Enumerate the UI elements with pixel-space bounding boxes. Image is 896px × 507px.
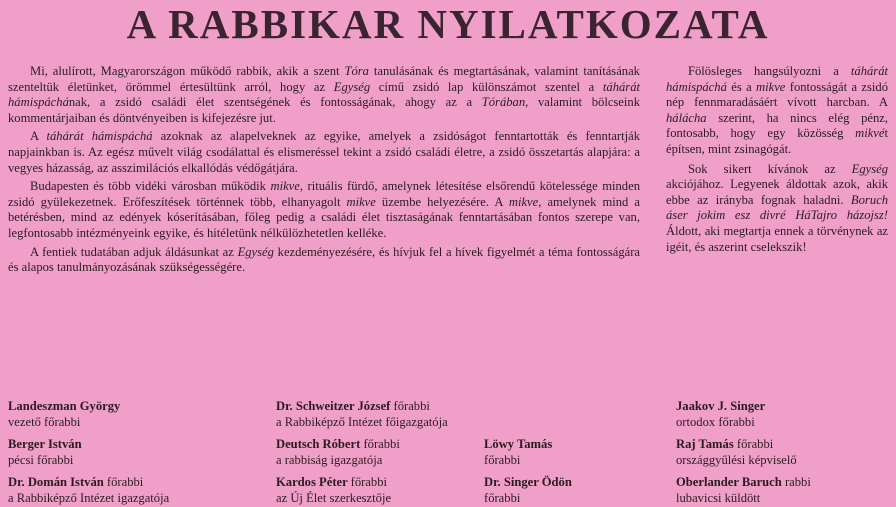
signer-name: Dr. Schweitzer József [276,399,391,413]
italic-term: mikvé [855,126,885,141]
italic-term: táhárát hámispáchá [8,79,640,110]
signature-singer-odon [484,474,572,506]
text: A fentiek tudatában adjuk áldásunkat az [30,244,238,259]
signer-name: Deutsch Róbert [276,437,361,451]
italic-term: Egység [237,244,274,259]
signer-role: pécsi főrabbi [8,453,74,467]
signer-title: főrabbi [106,475,144,489]
italic-term: táhárát hámispáchá [666,64,888,94]
signer-name: Landeszman György [8,399,121,413]
text: című zsidó lap különszámot szentel a [370,79,603,94]
signer-role: a Rabbiképző Intézet főigazgatója [276,415,448,429]
signer-role: ortodox főrabbi [676,415,755,429]
text: tanulásának és megtartásának, valamint tanításának szenteltük életünket, örömmel értesültünk arról, hogy az [8,64,640,94]
signer-role: főrabbi [484,491,521,505]
signature-singer-jaakov [676,398,765,430]
main-column [8,64,640,279]
text: szerint, ha nincs elég pénz, fontosabb, hogy egy közösség [666,110,888,141]
italic-term: Egység [851,161,888,176]
signer-role: vezető főrabbi [8,415,81,429]
paragraph-2 [8,129,640,176]
page-title: A RABBIKAR NYILATKOZATA [126,1,770,47]
signature-raj [676,436,797,468]
italic-term: mikve [508,194,539,209]
signature-deutsch [276,436,400,468]
italic-term: mikve [270,179,300,194]
signature-oberlander [676,474,811,506]
italic-term: Tórában [481,95,526,110]
text: , rituális fürdő, amelynek létesítése elsőrendű kötelessége minden zsidó gyülekezetnek. Erőfeszítések történnek több, elhanyagolt [8,179,640,209]
signature-berger [8,436,82,468]
signer-name: Kardos Péter [276,475,348,489]
italic-phrase: Boruch áser jokim esz divré HáTajro házojsz! [666,192,888,223]
signer-role: a Rabbiképző Intézet igazgatója [8,491,170,505]
signer-role: az Új Élet szerkesztője [276,491,392,505]
signer-title: főrabbi [363,437,400,451]
italic-term: táhárát hámispáchá [46,129,153,144]
text: akciójához. Legyenek áldottak azok, akik ebbe az irányba fognak haladni. [666,177,888,207]
text: kezdeményezésére, és hívjuk fel a hívek figyelmét a téma fontosságára és alapos tanulmányozásának szükségességére. [8,244,640,275]
signer-title: rabbi [784,475,811,489]
text: t építsen, mint zsinagógát. [666,126,888,156]
signer-role: országgyűlési képviselő [676,453,797,467]
text: Sok sikert kívánok az [688,161,852,176]
side-paragraph-2 [666,162,888,256]
text: , amelynek mind a betérésben, mind az edények kóserításában, főleg pedig a családi élet tisztaságának fenntartásában fontos szerepe van, legfontosabb intézményeink egyike, és hitéletünk nélkülözhetetlen kelléke. [8,194,640,240]
signer-name: Berger István [8,437,82,451]
signer-name: Raj Tamás [676,437,734,451]
text: üzembe helyezésére. A [375,194,509,209]
signer-role: főrabbi [484,453,521,467]
text: , valamint bölcseink kommentárjaiban és döntvényeiben is kifejezésre jut. [8,95,640,125]
paragraph-4 [8,245,640,276]
signer-role: a rabbiság igazgatója [276,453,383,467]
text: azoknak az alapelveknek az egyike, amelyek a zsidóságot fenntartották és fenntartják napjainkban is. Az egész művelt világ csodálattal és elismeréssel tekint a zsidó családi életre, a zsidó összetartás alapjára: a vegyes házasság, az asszimilációs elkallódás védőgátjára. [8,129,640,175]
signature-kardos [276,474,391,506]
signer-title: főrabbi [736,437,774,451]
signer-name: Dr. Domán István [8,475,104,489]
text: fontosságát a zsidó nép fennmaradásáért vívott harcban. A [666,79,889,110]
text: és a [726,79,757,94]
italic-term: mikve [756,79,786,94]
text: Budapesten és több vidéki városban működik [30,179,271,194]
signer-name: Jaakov J. Singer [676,399,766,413]
paragraph-3 [8,179,640,241]
signature-landeszman [8,398,120,430]
signer-name: Löwy Tamás [484,437,553,451]
text: Mi, alulírott, Magyarországon működő rabbik, akik a szent [30,64,345,78]
italic-term: Tóra [344,64,369,78]
signer-name: Dr. Singer Ödön [484,475,572,489]
signature-schweitzer [276,398,448,430]
signature-doman [8,474,169,506]
signer-name: Oberlander Baruch [676,475,782,489]
signer-title: főrabbi [393,399,430,413]
text: Áldott, aki megtartja ennek a törvénynek az igéit, és aszerint cselekszik! [666,223,888,254]
signature-lowy [484,436,552,468]
italic-term: hálácha [666,110,707,125]
text: nak, a zsidó családi élet szentségének és fontosságának, ahogy az a [68,95,482,110]
paragraph-1 [8,64,640,126]
italic-term: mikve [346,194,376,209]
signer-title: főrabbi [350,475,387,489]
text: A [30,129,47,144]
side-paragraph-1 [666,64,888,158]
italic-term: Egység [333,79,371,94]
side-column [666,64,888,259]
text: Fölösleges hangsúlyozni a [688,64,851,78]
signer-role: lubavicsi küldött [676,491,761,505]
